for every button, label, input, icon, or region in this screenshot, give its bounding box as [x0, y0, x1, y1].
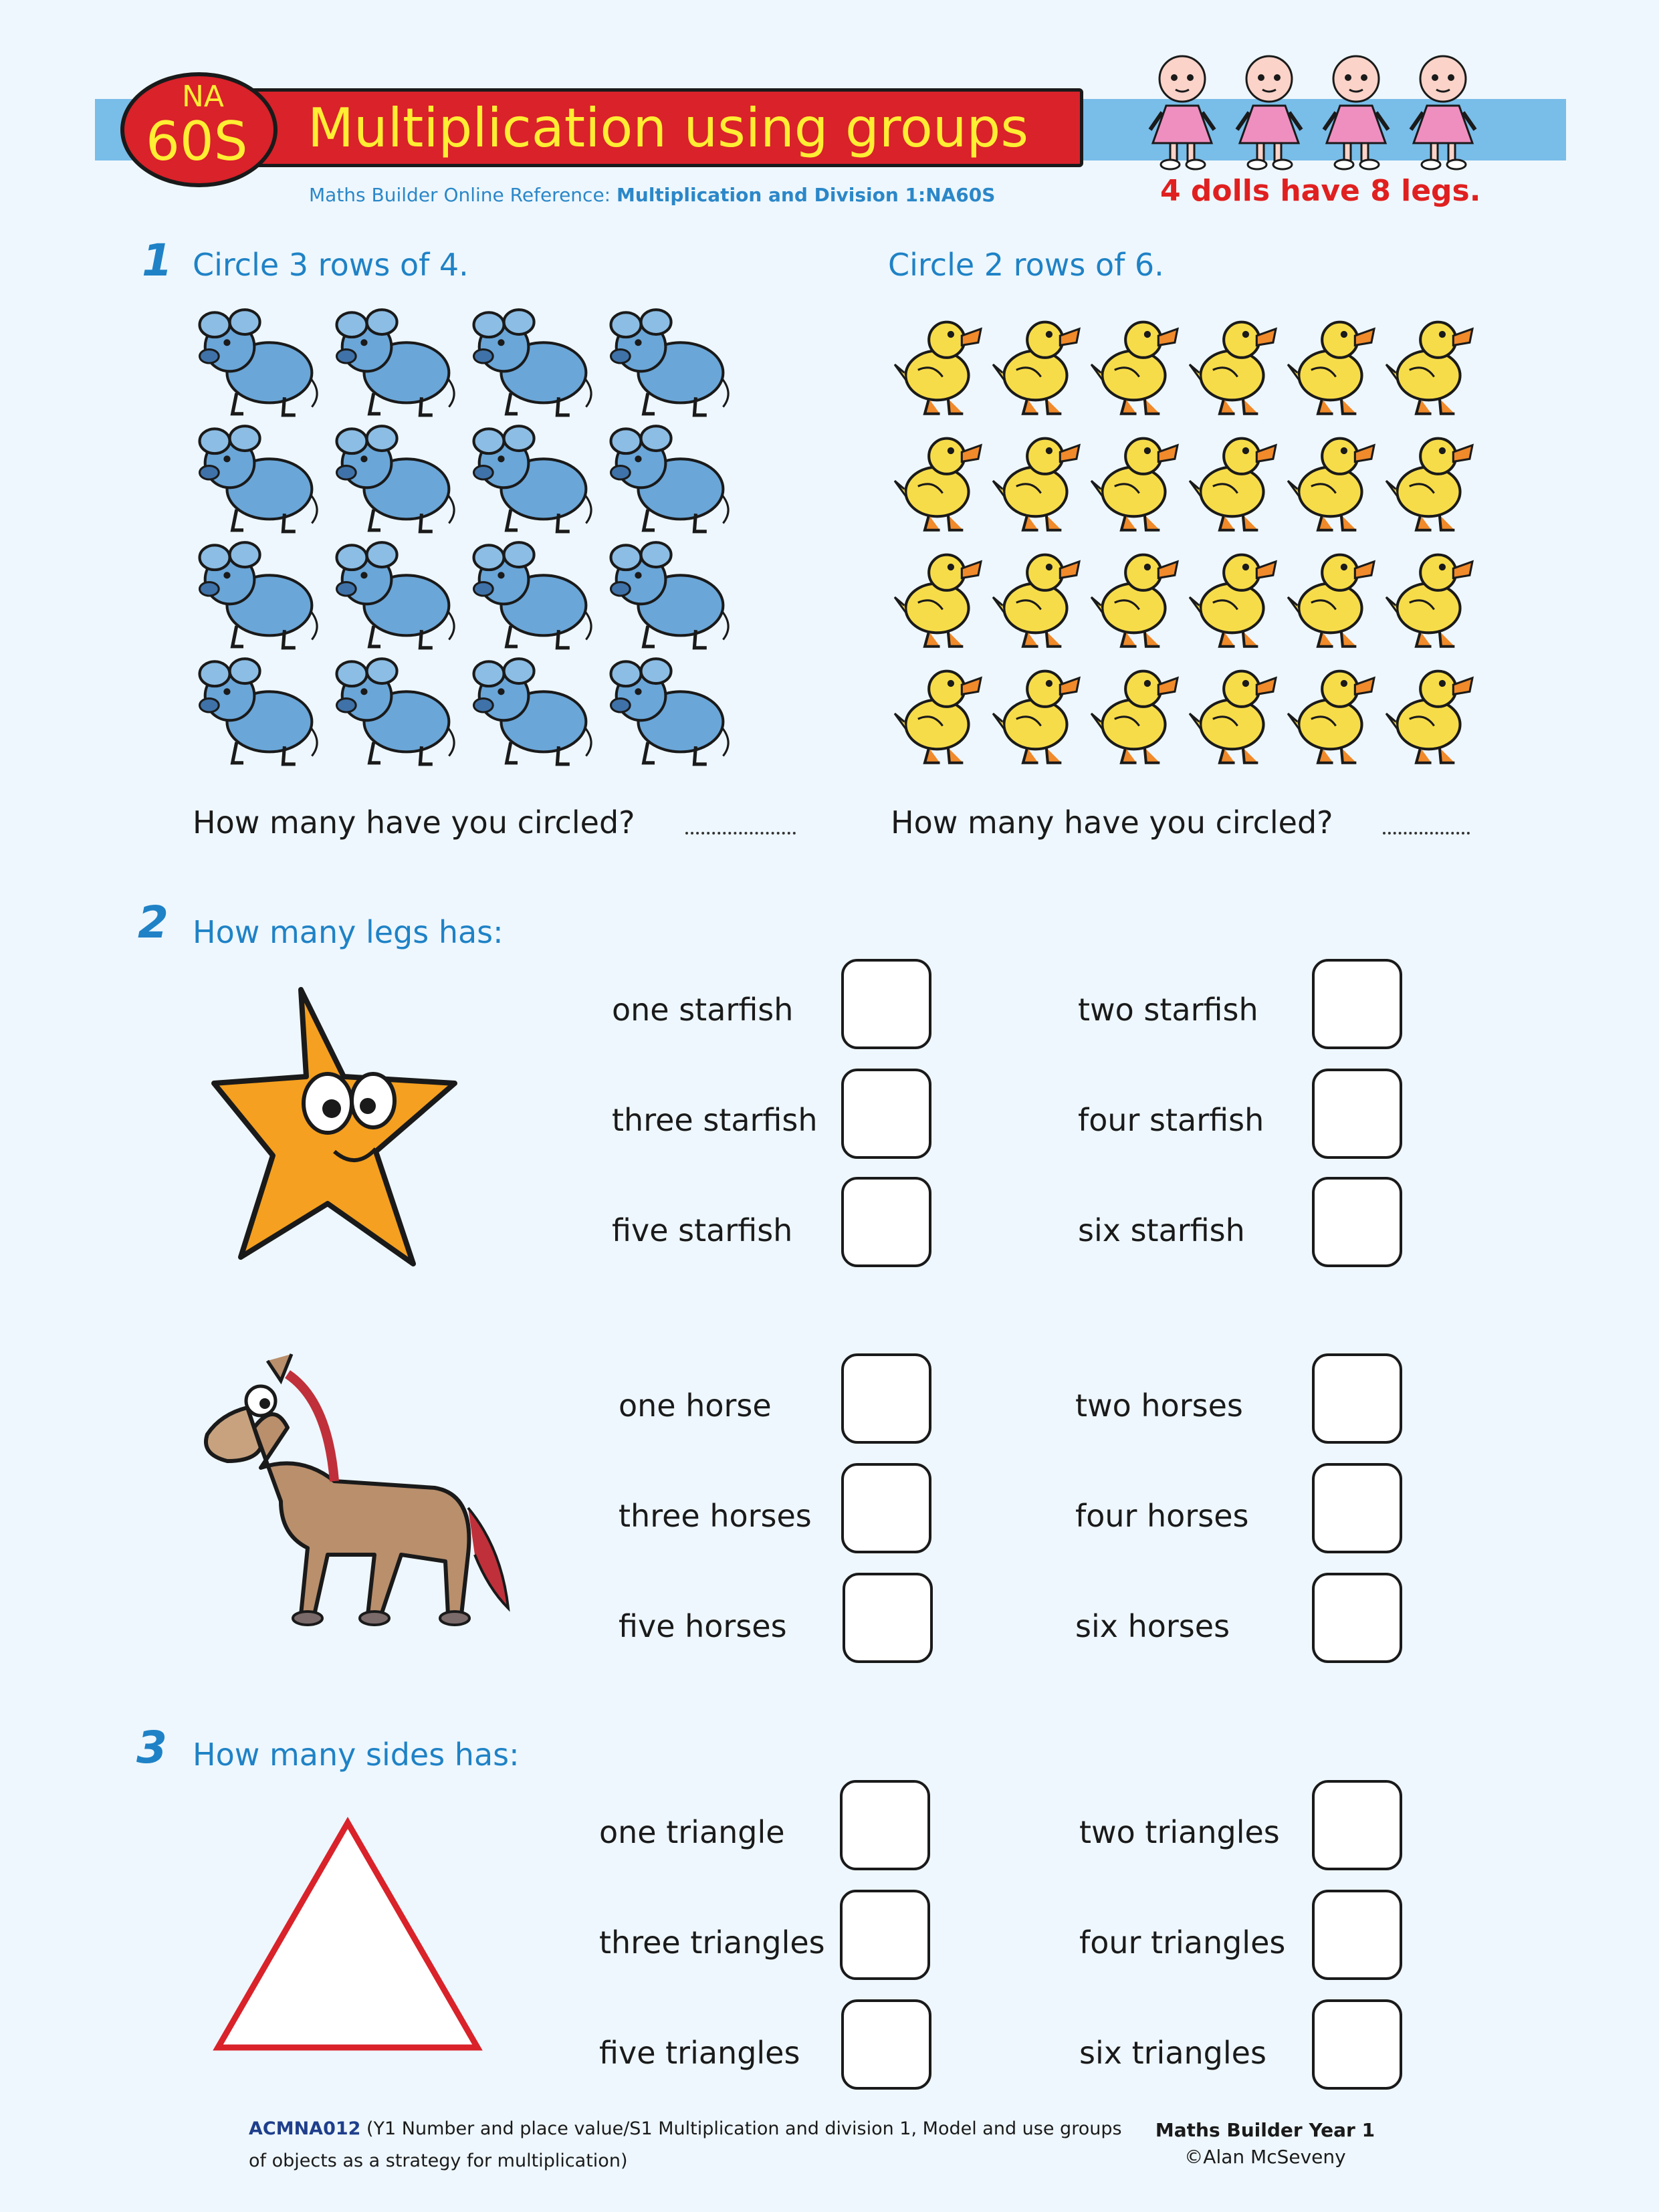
- horse-answer-box[interactable]: [1312, 1573, 1402, 1663]
- triangle-answer-box[interactable]: [841, 1999, 931, 2090]
- mouse-icon[interactable]: [463, 421, 600, 537]
- duck-icon[interactable]: [988, 421, 1086, 537]
- duck-grid: [889, 304, 1478, 772]
- duck-icon[interactable]: [889, 421, 988, 537]
- mouse-grid: [189, 304, 724, 772]
- duck-icon[interactable]: [1381, 537, 1479, 653]
- starfish-answer-box[interactable]: [1312, 959, 1402, 1049]
- section-2-number: 2: [138, 897, 169, 948]
- section-1-right-question: How many have you circled?: [891, 804, 1333, 841]
- mouse-icon[interactable]: [600, 653, 737, 770]
- triangle-answer-box[interactable]: [840, 1780, 930, 1870]
- mouse-icon[interactable]: [463, 304, 600, 421]
- section-1-left-instruction: Circle 3 rows of 4.: [193, 247, 469, 283]
- starfish-item-label: five starfish: [612, 1212, 793, 1248]
- duck-icon[interactable]: [1283, 537, 1381, 653]
- mouse-icon[interactable]: [326, 304, 463, 421]
- mouse-icon[interactable]: [189, 537, 326, 653]
- section-1-left-question: How many have you circled?: [193, 804, 635, 841]
- book-credit: [1145, 2117, 1386, 2171]
- duck-icon[interactable]: [988, 537, 1086, 653]
- duck-icon[interactable]: [1283, 653, 1381, 770]
- starfish-item-label: two starfish: [1078, 992, 1258, 1028]
- duck-icon[interactable]: [1086, 421, 1184, 537]
- doll-icon: [1142, 51, 1222, 171]
- triangle-item-label: four triangles: [1079, 1924, 1286, 1961]
- duck-icon[interactable]: [1184, 304, 1283, 421]
- duck-icon[interactable]: [889, 537, 988, 653]
- duck-icon[interactable]: [1283, 304, 1381, 421]
- starfish-icon: [201, 976, 495, 1284]
- mouse-icon[interactable]: [463, 537, 600, 653]
- horse-answer-box[interactable]: [1312, 1353, 1402, 1444]
- starfish-item-label: one starfish: [612, 992, 794, 1028]
- section-1-left-answer-line[interactable]: [685, 828, 796, 835]
- triangle-answer-box[interactable]: [1312, 1999, 1402, 2090]
- doll-icon: [1316, 51, 1396, 171]
- horse-item-label: four horses: [1075, 1498, 1249, 1534]
- horse-answer-box[interactable]: [843, 1573, 933, 1663]
- horse-item-label: one horse: [619, 1388, 772, 1424]
- online-reference: Maths Builder Online Reference: Multiplication and Division 1:NA60S: [309, 184, 996, 206]
- triangle-item-label: six triangles: [1079, 2035, 1266, 2071]
- triangle-item-label: two triangles: [1079, 1814, 1280, 1850]
- mouse-icon[interactable]: [463, 653, 600, 770]
- duck-icon[interactable]: [1086, 653, 1184, 770]
- page-title: Multiplication using groups: [308, 97, 1029, 159]
- section-3-instruction: How many sides has:: [193, 1737, 520, 1773]
- curriculum-code: ACMNA012: [249, 2118, 361, 2139]
- triangle-item-label: three triangles: [599, 1924, 825, 1961]
- starfish-item-label: six starfish: [1078, 1212, 1245, 1248]
- section-1-number: 1: [142, 235, 173, 286]
- duck-icon[interactable]: [1283, 421, 1381, 537]
- mouse-icon[interactable]: [326, 421, 463, 537]
- triangle-item-label: five triangles: [599, 2035, 800, 2071]
- section-2-instruction: How many legs has:: [193, 914, 504, 950]
- horse-item-label: six horses: [1075, 1608, 1230, 1644]
- horse-answer-box[interactable]: [841, 1353, 931, 1444]
- triangle-answer-box[interactable]: [840, 1890, 930, 1980]
- doll-icon: [1403, 51, 1483, 171]
- mouse-icon[interactable]: [189, 304, 326, 421]
- starfish-answer-box[interactable]: [841, 1069, 931, 1159]
- book-title: Maths Builder Year 1: [1155, 2119, 1375, 2141]
- starfish-answer-box[interactable]: [841, 1177, 931, 1267]
- mouse-icon[interactable]: [189, 653, 326, 770]
- duck-icon[interactable]: [1184, 421, 1283, 537]
- mouse-icon[interactable]: [326, 653, 463, 770]
- duck-icon[interactable]: [1086, 537, 1184, 653]
- section-1-right-instruction: Circle 2 rows of 6.: [888, 247, 1164, 283]
- triangle-answer-box[interactable]: [1312, 1780, 1402, 1870]
- duck-icon[interactable]: [1184, 653, 1283, 770]
- doll-icon: [1229, 51, 1309, 171]
- horse-item-label: three horses: [619, 1498, 812, 1534]
- badge-strand: NA: [182, 80, 225, 114]
- duck-icon[interactable]: [1184, 537, 1283, 653]
- section-3-number: 3: [136, 1722, 167, 1773]
- triangle-icon: [207, 1812, 488, 2060]
- badge-code: 60S: [146, 110, 248, 173]
- duck-icon[interactable]: [1381, 421, 1479, 537]
- duck-icon[interactable]: [1381, 653, 1479, 770]
- mouse-icon[interactable]: [600, 421, 737, 537]
- horse-answer-box[interactable]: [1312, 1463, 1402, 1553]
- duck-icon[interactable]: [889, 304, 988, 421]
- duck-icon[interactable]: [1086, 304, 1184, 421]
- mouse-icon[interactable]: [600, 537, 737, 653]
- duck-icon[interactable]: [1381, 304, 1479, 421]
- curriculum-reference: [249, 2113, 1131, 2177]
- reference-value: Multiplication and Division 1:NA60S: [617, 184, 996, 206]
- starfish-answer-box[interactable]: [841, 959, 931, 1049]
- starfish-item-label: four starfish: [1078, 1102, 1264, 1138]
- triangle-item-label: one triangle: [599, 1814, 785, 1850]
- horse-item-label: two horses: [1075, 1388, 1243, 1424]
- duck-icon[interactable]: [988, 653, 1086, 770]
- starfish-answer-box[interactable]: [1312, 1177, 1402, 1267]
- triangle-answer-box[interactable]: [1312, 1890, 1402, 1980]
- duck-icon[interactable]: [988, 304, 1086, 421]
- curriculum-description: (Y1 Number and place value/S1 Multiplication and division 1, Model and use groups of objects as a strategy for multiplication): [249, 2118, 1122, 2171]
- horse-item-label: five horses: [619, 1608, 787, 1644]
- mouse-icon[interactable]: [326, 537, 463, 653]
- horse-answer-box[interactable]: [841, 1463, 931, 1553]
- author-credit: ©Alan McSeveny: [1184, 2146, 1346, 2168]
- horse-icon: [181, 1334, 515, 1648]
- section-1-right-answer-line[interactable]: [1383, 828, 1470, 835]
- duck-icon[interactable]: [889, 653, 988, 770]
- mouse-icon[interactable]: [189, 421, 326, 537]
- dolls-caption: 4 dolls have 8 legs.: [1160, 174, 1481, 208]
- starfish-answer-box[interactable]: [1312, 1069, 1402, 1159]
- starfish-item-label: three starfish: [612, 1102, 818, 1138]
- mouse-icon[interactable]: [600, 304, 737, 421]
